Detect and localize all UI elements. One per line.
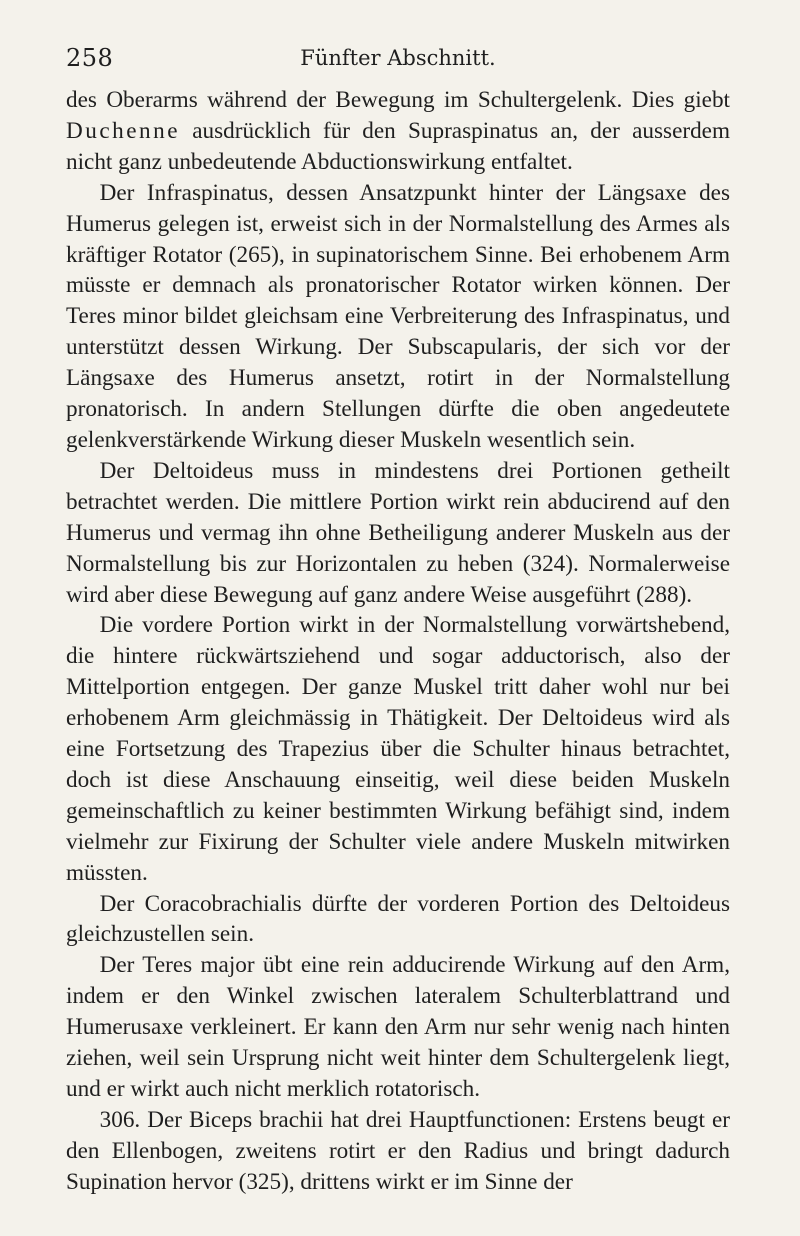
author-name-spaced: Duchenne xyxy=(66,117,180,144)
paragraph xyxy=(66,456,730,611)
paragraph-text: ausdrücklich für den Supraspinatus an, der ausserdem nicht ganz unbedeutende Abductionswirkung entfaltet. xyxy=(66,117,730,175)
paragraph-text: Die vordere Portion wirkt in der Normalstellung vorwärtshebend, die hintere rückwärtsziehend und sogar adductorisch, also der Mittelportion entgegen. Der ganze Muskel tritt daher wohl nur bei erhobenem Arm gleichmässig in Thätigkeit. Der Deltoideus wird als eine Fortsetzung des Trapezius über die Schulter hinaus betrachtet, doch ist diese Anschauung einseitig, weil diese beiden Muskeln gemeinschaftlich zu keiner bestimmten Wirkung befähigt sind, indem vielmehr zur Fixirung der Schulter viele andere Muskeln mitwirken müssten. xyxy=(66,612,730,886)
paragraph-text: des Oberarms während der Bewegung im Schultergelenk. Dies giebt xyxy=(66,87,730,113)
paragraph xyxy=(66,889,730,951)
paragraph-text: Der Infraspinatus, dessen Ansatzpunkt hinter der Längsaxe des Humerus gelegen ist, erweist sich in der Normalstellung des Armes als kräftiger Rotator (265), in supinatorischem Sinne. Bei erhobenem Arm müsste er demnach als pronatorischer Rotator wirken können. Der Teres minor bildet gleichsam eine Verbreiterung des Infraspinatus, und unterstützt dessen Wirkung. Der Subscapularis, der sich vor der Längsaxe des Humerus ansetzt, rotirt in der Normalstellung pronatorisch. In andern Stellungen dürfte die oben angedeutete gelenkverstärkende Wirkung dieser Muskeln wesentlich sein. xyxy=(66,179,730,453)
paragraph xyxy=(66,178,730,456)
paragraph-text: Der Deltoideus muss in mindestens drei Portionen getheilt betrachtet werden. Die mittlere Portion wirkt rein abducirend auf den Humerus und vermag ihn ohne Betheiligung anderer Muskeln aus der Normalstellung bis zur Horizontalen zu heben (324). Normalerweise wird aber diese Bewegung auf ganz andere Weise ausgeführt (288). xyxy=(66,457,730,608)
paragraph xyxy=(66,85,730,178)
running-title: Fünfter Abschnitt. xyxy=(300,46,496,70)
paragraph xyxy=(66,1105,730,1198)
paragraph xyxy=(66,610,730,888)
body-text xyxy=(66,85,730,1198)
page-header xyxy=(66,44,730,74)
paragraph xyxy=(66,950,730,1105)
paragraph-text: Der Teres major übt eine rein adducirende Wirkung auf den Arm, indem er den Winkel zwischen lateralem Schulterblattrand und Humerusaxe verkleinert. Er kann den Arm nur sehr wenig nach hinten ziehen, weil sein Ursprung nicht weit hinter dem Schultergelenk liegt, und er wirkt auch nicht merklich rotatorisch. xyxy=(66,952,730,1102)
paragraph-text: 306. Der Biceps brachii hat drei Hauptfunctionen: Erstens beugt er den Ellenbogen, zweitens rotirt er den Radius und bringt dadurch Supination hervor (325), drittens wirkt er im Sinne der xyxy=(66,1106,730,1195)
page-number: 258 xyxy=(66,44,114,72)
paragraph-text: Der Coracobrachialis dürfte der vorderen Portion des Deltoideus gleichzustellen sein. xyxy=(66,890,730,948)
